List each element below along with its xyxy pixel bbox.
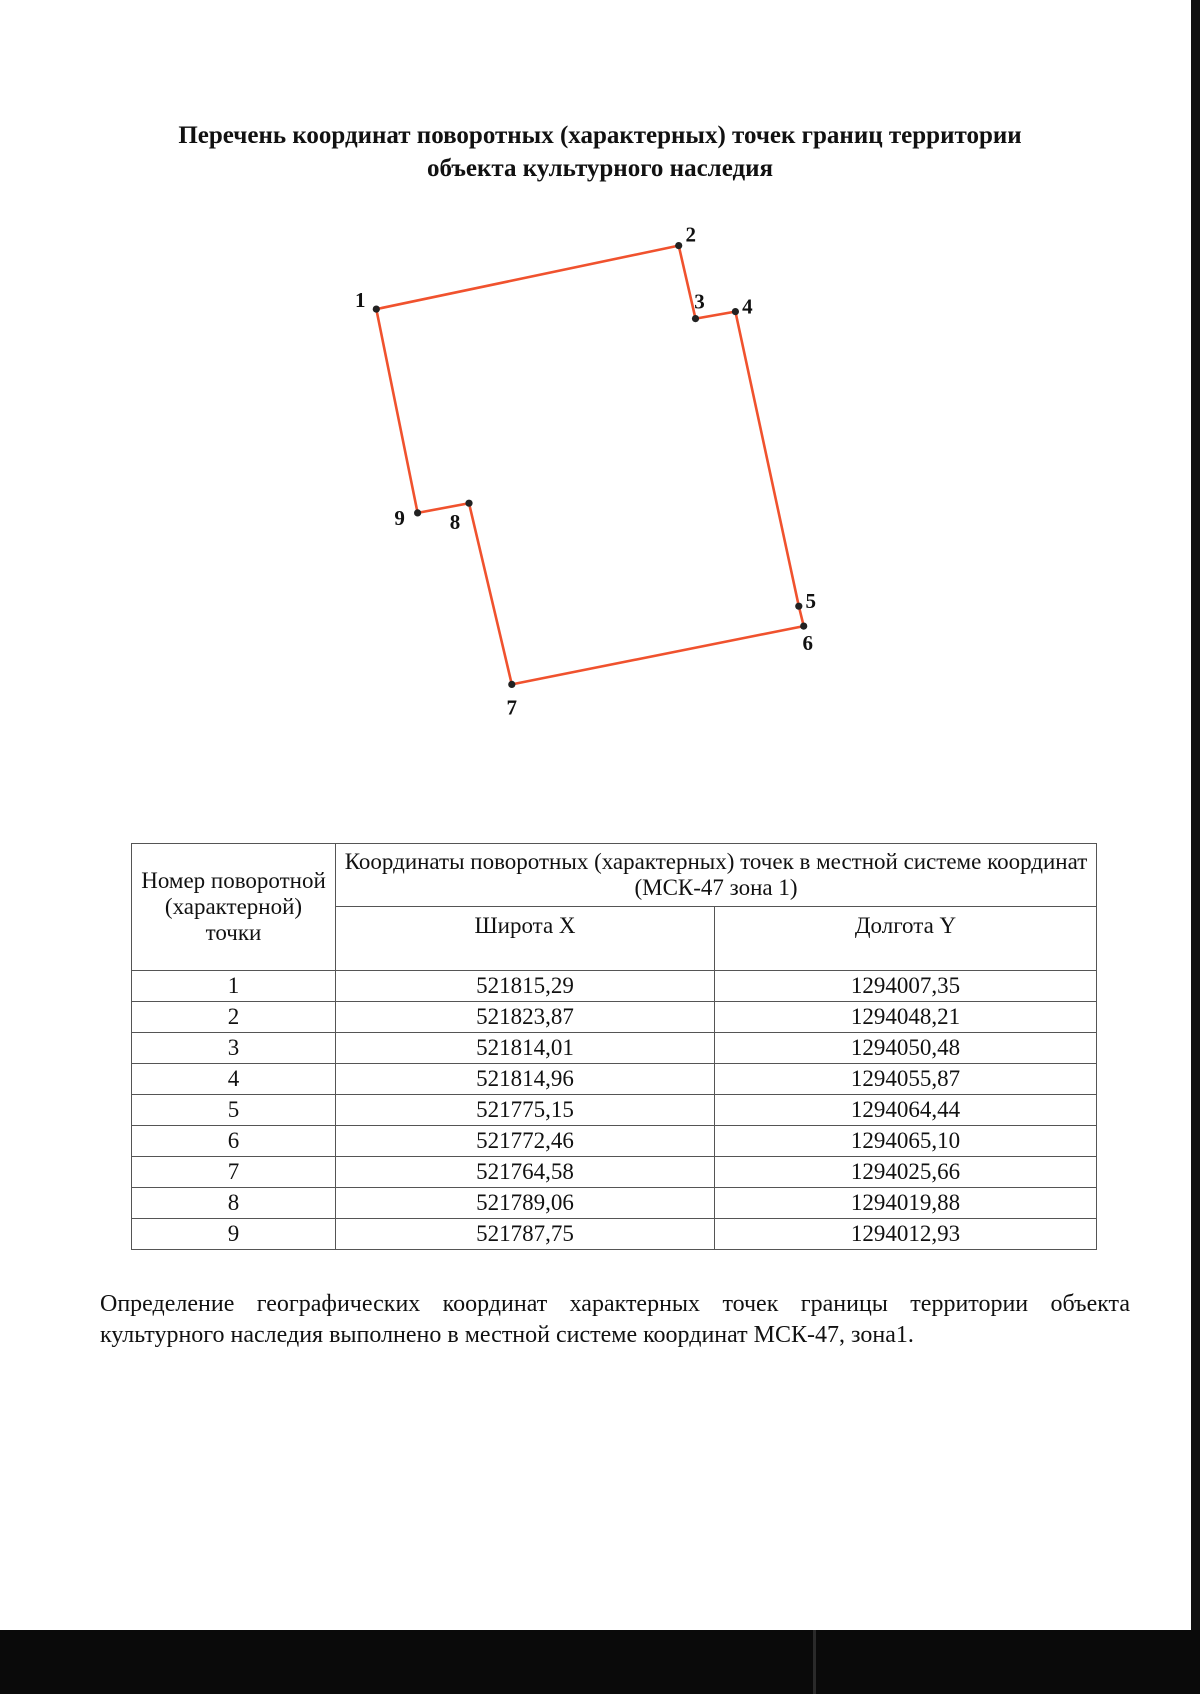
- footnote-paragraph: Определение географических координат характерных точек границы территории объекта культурного наследия выполнено в местной системе координат МСК-47, зона1.: [100, 1291, 1130, 1348]
- longitude-y-cell: 1294025,66: [715, 1157, 1097, 1188]
- boundary-point-label-4: 4: [742, 294, 753, 319]
- boundary-line: [376, 246, 803, 685]
- latitude-x-cell: 521814,01: [336, 1033, 715, 1064]
- longitude-y-cell: 1294019,88: [715, 1188, 1097, 1219]
- point-number-cell: 3: [132, 1033, 336, 1064]
- longitude-y-cell: 1294050,48: [715, 1033, 1097, 1064]
- title-line-2: объекта культурного наследия: [426, 155, 774, 182]
- header-longitude-y: Долгота Y: [715, 907, 1097, 971]
- boundary-point-label-3: 3: [694, 289, 705, 314]
- latitude-x-cell: 521789,06: [336, 1188, 715, 1219]
- latitude-x-cell: 521814,96: [336, 1064, 715, 1095]
- point-number-cell: 6: [132, 1126, 336, 1157]
- table-row: [132, 1002, 1097, 1033]
- table-row: [132, 1188, 1097, 1219]
- latitude-x-cell: 521823,87: [336, 1002, 715, 1033]
- boundary-plan: [330, 215, 890, 755]
- table-row: [132, 1033, 1097, 1064]
- header-latitude-x: Широта X: [336, 907, 715, 971]
- point-number-cell: 8: [132, 1188, 336, 1219]
- longitude-y-cell: 1294065,10: [715, 1126, 1097, 1157]
- boundary-point-label-2: 2: [685, 222, 696, 247]
- latitude-x-cell: 521775,15: [336, 1095, 715, 1126]
- scan-bottom-bar: [0, 1630, 1200, 1694]
- boundary-point-label-7: 7: [506, 695, 518, 720]
- boundary-point-5: [795, 603, 802, 610]
- boundary-point-1: [373, 306, 380, 313]
- point-number-cell: 7: [132, 1157, 336, 1188]
- boundary-point-label-5: 5: [805, 589, 817, 614]
- latitude-x-cell: 521815,29: [336, 971, 715, 1002]
- table-row: [132, 1095, 1097, 1126]
- latitude-x-cell: 521764,58: [336, 1157, 715, 1188]
- boundary-point-7: [508, 681, 515, 688]
- document-title: [100, 119, 1100, 185]
- latitude-x-cell: 521787,75: [336, 1219, 715, 1250]
- latitude-x-cell: 521772,46: [336, 1126, 715, 1157]
- longitude-y-cell: 1294048,21: [715, 1002, 1097, 1033]
- coordinates-table: [131, 843, 1097, 1250]
- boundary-plan-svg: [330, 215, 890, 755]
- boundary-point-3: [692, 315, 699, 322]
- boundary-point-2: [675, 242, 682, 249]
- table-row: [132, 1157, 1097, 1188]
- point-number-cell: 5: [132, 1095, 336, 1126]
- longitude-y-cell: 1294064,44: [715, 1095, 1097, 1126]
- point-number-cell: 4: [132, 1064, 336, 1095]
- boundary-point-label-6: 6: [802, 631, 813, 656]
- longitude-y-cell: 1294012,93: [715, 1219, 1097, 1250]
- boundary-point-label-8: 8: [449, 510, 461, 535]
- boundary-point-label-9: 9: [394, 505, 405, 530]
- scan-bottom-bar-gap: [813, 1630, 816, 1694]
- table-row: [132, 1064, 1097, 1095]
- header-coordinates-group: Координаты поворотных (характерных) точек в местной системе координат (МСК-47 зона 1): [336, 844, 1097, 907]
- header-point-number: Номер поворотной (характерной) точки: [132, 844, 336, 971]
- table-row: [132, 1126, 1097, 1157]
- point-number-cell: 2: [132, 1002, 336, 1033]
- boundary-point-6: [800, 623, 807, 630]
- boundary-point-9: [414, 509, 421, 516]
- longitude-y-cell: 1294007,35: [715, 971, 1097, 1002]
- point-number-cell: 1: [132, 971, 336, 1002]
- table-row: [132, 1219, 1097, 1250]
- longitude-y-cell: 1294055,87: [715, 1064, 1097, 1095]
- scan-right-edge: [1191, 0, 1200, 1694]
- coordinates-table-body: [132, 971, 1097, 1250]
- boundary-point-4: [732, 308, 739, 315]
- boundary-point-label-1: 1: [355, 288, 366, 313]
- table-row: [132, 971, 1097, 1002]
- point-number-cell: 9: [132, 1219, 336, 1250]
- boundary-point-8: [465, 500, 472, 507]
- title-line-1: Перечень координат поворотных (характерных) точек границ территории: [178, 122, 1022, 149]
